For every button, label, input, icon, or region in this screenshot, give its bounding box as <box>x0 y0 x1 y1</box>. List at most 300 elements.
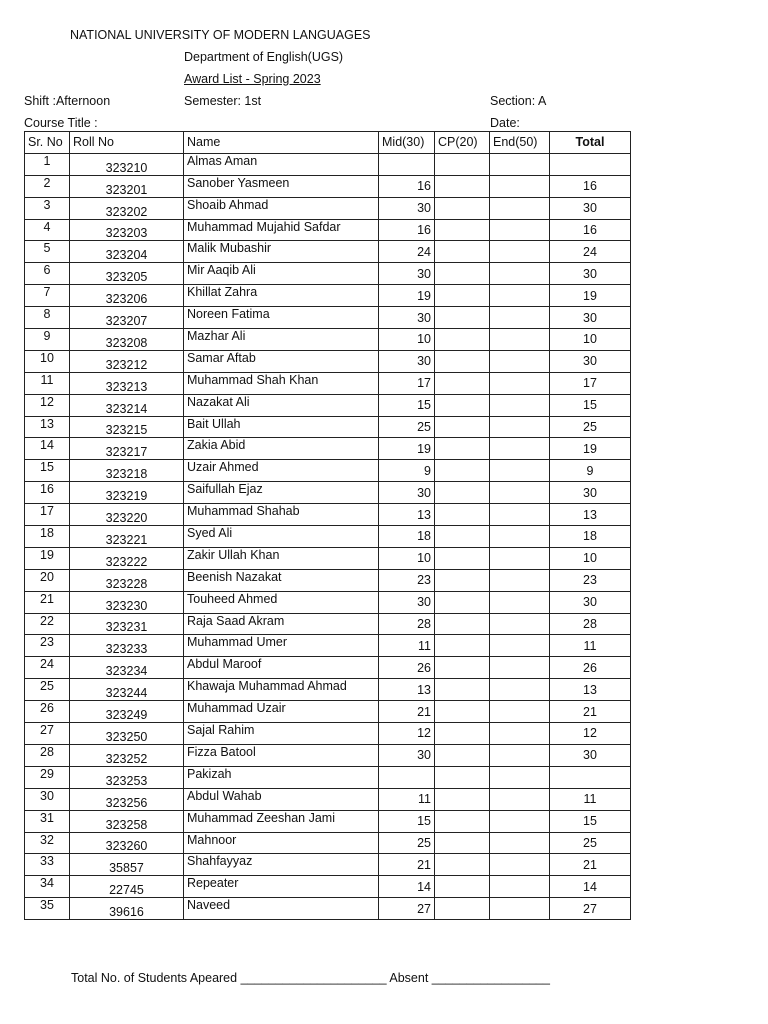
cell-name: Khillat Zahra <box>184 285 379 307</box>
table-row <box>25 372 631 394</box>
cell-name: Muhammad Zeeshan Jami <box>184 810 379 832</box>
cell-total: 30 <box>550 350 631 372</box>
cell-name: Fizza Batool <box>184 744 379 766</box>
table-row <box>25 263 631 285</box>
cell-sr-no: 4 <box>25 219 70 241</box>
table-row <box>25 504 631 526</box>
cell-name: Muhammad Mujahid Safdar <box>184 219 379 241</box>
cell-roll-no: 323256 <box>70 788 184 810</box>
cell-cp <box>435 329 490 351</box>
cell-name: Pakizah <box>184 766 379 788</box>
cell-mid: 30 <box>379 591 435 613</box>
absent-blank: _________________ <box>431 971 550 985</box>
cell-mid: 24 <box>379 241 435 263</box>
cell-name: Repeater <box>184 876 379 898</box>
cell-mid <box>379 766 435 788</box>
cell-roll-no: 323210 <box>70 153 184 175</box>
cell-roll-no: 323206 <box>70 285 184 307</box>
cell-mid: 30 <box>379 263 435 285</box>
cell-sr-no: 23 <box>25 635 70 657</box>
cell-end <box>490 175 550 197</box>
cell-total: 30 <box>550 263 631 285</box>
cell-end <box>490 329 550 351</box>
cell-name: Shoaib Ahmad <box>184 197 379 219</box>
cell-end <box>490 854 550 876</box>
cell-end <box>490 810 550 832</box>
cell-mid: 21 <box>379 854 435 876</box>
table-row <box>25 438 631 460</box>
cell-cp <box>435 219 490 241</box>
cell-mid: 16 <box>379 219 435 241</box>
cell-roll-no: 323204 <box>70 241 184 263</box>
cell-end <box>490 591 550 613</box>
column-header-sr-no: Sr. No <box>25 132 70 154</box>
cell-name: Sajal Rahim <box>184 723 379 745</box>
cell-end <box>490 372 550 394</box>
column-header-end: End(50) <box>490 132 550 154</box>
cell-roll-no: 323214 <box>70 394 184 416</box>
cell-name: Uzair Ahmed <box>184 460 379 482</box>
table-row <box>25 219 631 241</box>
table-row <box>25 285 631 307</box>
column-header-name: Name <box>184 132 379 154</box>
cell-roll-no: 39616 <box>70 898 184 920</box>
cell-end <box>490 307 550 329</box>
cell-total: 18 <box>550 526 631 548</box>
cell-mid: 26 <box>379 657 435 679</box>
cell-total: 28 <box>550 613 631 635</box>
cell-end <box>490 744 550 766</box>
cell-end <box>490 635 550 657</box>
cell-mid: 10 <box>379 547 435 569</box>
cell-mid: 21 <box>379 701 435 723</box>
cell-name: Muhammad Shahab <box>184 504 379 526</box>
cell-roll-no: 323219 <box>70 482 184 504</box>
cell-sr-no: 19 <box>25 547 70 569</box>
table-row <box>25 788 631 810</box>
table-row <box>25 416 631 438</box>
cell-name: Nazakat Ali <box>184 394 379 416</box>
cell-sr-no: 16 <box>25 482 70 504</box>
cell-sr-no: 26 <box>25 701 70 723</box>
cell-end <box>490 285 550 307</box>
cell-end <box>490 766 550 788</box>
cell-end <box>490 657 550 679</box>
cell-mid: 30 <box>379 197 435 219</box>
table-row <box>25 307 631 329</box>
table-row <box>25 350 631 372</box>
cell-name: Muhammad Shah Khan <box>184 372 379 394</box>
table-row <box>25 482 631 504</box>
cell-total: 15 <box>550 394 631 416</box>
cell-name: Sanober Yasmeen <box>184 175 379 197</box>
cell-cp <box>435 263 490 285</box>
cell-sr-no: 3 <box>25 197 70 219</box>
course-title-label: Course Title : <box>24 116 98 130</box>
cell-name: Naveed <box>184 898 379 920</box>
cell-total: 25 <box>550 832 631 854</box>
cell-total: 21 <box>550 854 631 876</box>
cell-total: 11 <box>550 635 631 657</box>
cell-sr-no: 1 <box>25 153 70 175</box>
cell-sr-no: 25 <box>25 679 70 701</box>
cell-sr-no: 12 <box>25 394 70 416</box>
cell-end <box>490 438 550 460</box>
cell-end <box>490 788 550 810</box>
cell-total: 30 <box>550 482 631 504</box>
table-row <box>25 613 631 635</box>
cell-mid: 9 <box>379 460 435 482</box>
cell-end <box>490 679 550 701</box>
cell-mid: 30 <box>379 350 435 372</box>
cell-total: 21 <box>550 701 631 723</box>
cell-end <box>490 876 550 898</box>
cell-end <box>490 832 550 854</box>
cell-name: Almas Aman <box>184 153 379 175</box>
cell-end <box>490 263 550 285</box>
cell-total: 12 <box>550 723 631 745</box>
cell-end <box>490 482 550 504</box>
table-row <box>25 679 631 701</box>
cell-end <box>490 898 550 920</box>
cell-mid: 15 <box>379 394 435 416</box>
table-row <box>25 329 631 351</box>
cell-roll-no: 323222 <box>70 547 184 569</box>
cell-name: Muhammad Umer <box>184 635 379 657</box>
cell-mid: 18 <box>379 526 435 548</box>
cell-sr-no: 8 <box>25 307 70 329</box>
cell-roll-no: 323218 <box>70 460 184 482</box>
cell-end <box>490 416 550 438</box>
appeared-label: Total No. of Students Apeared <box>71 971 238 985</box>
cell-cp <box>435 416 490 438</box>
cell-end <box>490 394 550 416</box>
cell-roll-no: 323212 <box>70 350 184 372</box>
cell-mid: 17 <box>379 372 435 394</box>
table-row <box>25 569 631 591</box>
cell-name: Noreen Fatima <box>184 307 379 329</box>
cell-name: Saifullah Ejaz <box>184 482 379 504</box>
cell-mid: 30 <box>379 744 435 766</box>
cell-sr-no: 2 <box>25 175 70 197</box>
cell-name: Mahnoor <box>184 832 379 854</box>
cell-total: 11 <box>550 788 631 810</box>
table-header-row <box>25 132 631 154</box>
cell-roll-no: 323202 <box>70 197 184 219</box>
cell-total: 26 <box>550 657 631 679</box>
cell-cp <box>435 635 490 657</box>
cell-sr-no: 6 <box>25 263 70 285</box>
cell-cp <box>435 175 490 197</box>
cell-sr-no: 24 <box>25 657 70 679</box>
cell-sr-no: 30 <box>25 788 70 810</box>
cell-cp <box>435 657 490 679</box>
table-row <box>25 635 631 657</box>
cell-sr-no: 20 <box>25 569 70 591</box>
cell-roll-no: 323260 <box>70 832 184 854</box>
cell-sr-no: 21 <box>25 591 70 613</box>
cell-total: 30 <box>550 197 631 219</box>
cell-end <box>490 613 550 635</box>
cell-sr-no: 10 <box>25 350 70 372</box>
award-table-body <box>25 153 631 919</box>
cell-mid: 10 <box>379 329 435 351</box>
cell-roll-no: 323220 <box>70 504 184 526</box>
table-row <box>25 766 631 788</box>
section-label: Section: A <box>490 94 547 108</box>
department-name: Department of English(UGS) <box>184 50 344 64</box>
cell-cp <box>435 613 490 635</box>
cell-total: 14 <box>550 876 631 898</box>
cell-name: Abdul Wahab <box>184 788 379 810</box>
table-row <box>25 175 631 197</box>
cell-end <box>490 723 550 745</box>
cell-cp <box>435 832 490 854</box>
cell-end <box>490 701 550 723</box>
cell-total: 23 <box>550 569 631 591</box>
cell-roll-no: 323207 <box>70 307 184 329</box>
cell-roll-no: 323230 <box>70 591 184 613</box>
cell-sr-no: 34 <box>25 876 70 898</box>
cell-roll-no: 323250 <box>70 723 184 745</box>
cell-total: 16 <box>550 175 631 197</box>
cell-total: 10 <box>550 329 631 351</box>
cell-roll-no: 323252 <box>70 744 184 766</box>
cell-sr-no: 28 <box>25 744 70 766</box>
cell-sr-no: 33 <box>25 854 70 876</box>
appeared-blank: _____________________ <box>240 971 387 985</box>
table-row <box>25 723 631 745</box>
cell-sr-no: 9 <box>25 329 70 351</box>
table-row <box>25 394 631 416</box>
cell-roll-no: 323213 <box>70 372 184 394</box>
cell-name: Khawaja Muhammad Ahmad <box>184 679 379 701</box>
cell-sr-no: 7 <box>25 285 70 307</box>
cell-total: 17 <box>550 372 631 394</box>
cell-cp <box>435 766 490 788</box>
table-row <box>25 898 631 920</box>
cell-name: Mir Aaqib Ali <box>184 263 379 285</box>
cell-cp <box>435 854 490 876</box>
cell-roll-no: 323203 <box>70 219 184 241</box>
cell-roll-no: 323221 <box>70 526 184 548</box>
cell-total: 9 <box>550 460 631 482</box>
cell-sr-no: 18 <box>25 526 70 548</box>
cell-total: 25 <box>550 416 631 438</box>
cell-cp <box>435 876 490 898</box>
cell-total: 19 <box>550 438 631 460</box>
cell-roll-no: 323234 <box>70 657 184 679</box>
cell-name: Zakir Ullah Khan <box>184 547 379 569</box>
cell-sr-no: 27 <box>25 723 70 745</box>
semester-label: Semester: 1st <box>184 94 262 108</box>
column-header-cp: CP(20) <box>435 132 490 154</box>
cell-cp <box>435 438 490 460</box>
cell-roll-no: 323201 <box>70 175 184 197</box>
cell-roll-no: 323215 <box>70 416 184 438</box>
table-row <box>25 876 631 898</box>
cell-mid: 30 <box>379 307 435 329</box>
cell-name: Shahfayyaz <box>184 854 379 876</box>
cell-name: Syed Ali <box>184 526 379 548</box>
cell-cp <box>435 810 490 832</box>
cell-mid: 11 <box>379 788 435 810</box>
cell-total <box>550 153 631 175</box>
cell-mid: 25 <box>379 416 435 438</box>
table-row <box>25 197 631 219</box>
cell-cp <box>435 153 490 175</box>
cell-roll-no: 323249 <box>70 701 184 723</box>
cell-mid: 15 <box>379 810 435 832</box>
cell-end <box>490 197 550 219</box>
cell-cp <box>435 547 490 569</box>
cell-end <box>490 526 550 548</box>
cell-cp <box>435 350 490 372</box>
cell-total: 16 <box>550 219 631 241</box>
table-row <box>25 854 631 876</box>
cell-mid: 14 <box>379 876 435 898</box>
cell-mid: 28 <box>379 613 435 635</box>
cell-roll-no: 323228 <box>70 569 184 591</box>
cell-mid: 16 <box>379 175 435 197</box>
cell-cp <box>435 285 490 307</box>
cell-roll-no: 323233 <box>70 635 184 657</box>
table-row <box>25 657 631 679</box>
cell-sr-no: 29 <box>25 766 70 788</box>
cell-end <box>490 153 550 175</box>
cell-sr-no: 22 <box>25 613 70 635</box>
cell-cp <box>435 241 490 263</box>
cell-roll-no: 323217 <box>70 438 184 460</box>
cell-total: 13 <box>550 679 631 701</box>
cell-mid: 13 <box>379 504 435 526</box>
cell-cp <box>435 569 490 591</box>
cell-mid: 19 <box>379 285 435 307</box>
cell-mid: 19 <box>379 438 435 460</box>
cell-roll-no: 323244 <box>70 679 184 701</box>
cell-sr-no: 5 <box>25 241 70 263</box>
table-row <box>25 153 631 175</box>
cell-mid: 11 <box>379 635 435 657</box>
table-row <box>25 832 631 854</box>
cell-sr-no: 11 <box>25 372 70 394</box>
cell-mid: 23 <box>379 569 435 591</box>
cell-roll-no: 22745 <box>70 876 184 898</box>
cell-cp <box>435 372 490 394</box>
cell-total: 13 <box>550 504 631 526</box>
cell-mid <box>379 153 435 175</box>
cell-roll-no: 35857 <box>70 854 184 876</box>
cell-sr-no: 32 <box>25 832 70 854</box>
cell-cp <box>435 504 490 526</box>
absent-label: Absent <box>389 971 429 985</box>
cell-end <box>490 547 550 569</box>
cell-cp <box>435 723 490 745</box>
cell-sr-no: 31 <box>25 810 70 832</box>
cell-cp <box>435 701 490 723</box>
cell-roll-no: 323208 <box>70 329 184 351</box>
date-label: Date: <box>490 116 520 130</box>
cell-total: 30 <box>550 591 631 613</box>
cell-end <box>490 460 550 482</box>
table-row <box>25 701 631 723</box>
cell-cp <box>435 460 490 482</box>
table-row <box>25 810 631 832</box>
award-list-title: Award List - Spring 2023 <box>184 72 321 86</box>
cell-mid: 30 <box>379 482 435 504</box>
university-title: NATIONAL UNIVERSITY OF MODERN LANGUAGES <box>70 28 371 42</box>
cell-cp <box>435 898 490 920</box>
cell-sr-no: 13 <box>25 416 70 438</box>
table-row <box>25 591 631 613</box>
cell-roll-no: 323258 <box>70 810 184 832</box>
cell-name: Samar Aftab <box>184 350 379 372</box>
cell-end <box>490 569 550 591</box>
column-header-mid: Mid(30) <box>379 132 435 154</box>
cell-name: Raja Saad Akram <box>184 613 379 635</box>
column-header-total: Total <box>550 132 631 154</box>
shift-label: Shift :Afternoon <box>24 94 111 108</box>
table-row <box>25 547 631 569</box>
footer-summary <box>71 971 550 985</box>
table-row <box>25 526 631 548</box>
cell-roll-no: 323205 <box>70 263 184 285</box>
cell-end <box>490 504 550 526</box>
cell-roll-no: 323253 <box>70 766 184 788</box>
award-table <box>24 131 631 920</box>
cell-mid: 25 <box>379 832 435 854</box>
cell-name: Zakia Abid <box>184 438 379 460</box>
cell-cp <box>435 591 490 613</box>
cell-cp <box>435 679 490 701</box>
cell-cp <box>435 526 490 548</box>
cell-name: Muhammad Uzair <box>184 701 379 723</box>
cell-mid: 13 <box>379 679 435 701</box>
cell-roll-no: 323231 <box>70 613 184 635</box>
cell-total: 15 <box>550 810 631 832</box>
cell-cp <box>435 307 490 329</box>
cell-cp <box>435 482 490 504</box>
cell-total: 30 <box>550 307 631 329</box>
cell-total: 27 <box>550 898 631 920</box>
cell-name: Mazhar Ali <box>184 329 379 351</box>
cell-sr-no: 35 <box>25 898 70 920</box>
cell-cp <box>435 744 490 766</box>
cell-end <box>490 219 550 241</box>
cell-name: Malik Mubashir <box>184 241 379 263</box>
cell-sr-no: 15 <box>25 460 70 482</box>
cell-total: 24 <box>550 241 631 263</box>
cell-name: Bait Ullah <box>184 416 379 438</box>
table-row <box>25 241 631 263</box>
cell-name: Abdul Maroof <box>184 657 379 679</box>
cell-cp <box>435 394 490 416</box>
cell-mid: 12 <box>379 723 435 745</box>
table-row <box>25 460 631 482</box>
cell-sr-no: 14 <box>25 438 70 460</box>
table-row <box>25 744 631 766</box>
cell-total: 19 <box>550 285 631 307</box>
cell-name: Beenish Nazakat <box>184 569 379 591</box>
cell-total: 30 <box>550 744 631 766</box>
cell-name: Touheed Ahmed <box>184 591 379 613</box>
cell-cp <box>435 788 490 810</box>
cell-cp <box>435 197 490 219</box>
cell-mid: 27 <box>379 898 435 920</box>
cell-end <box>490 350 550 372</box>
cell-total: 10 <box>550 547 631 569</box>
column-header-roll-no: Roll No <box>70 132 184 154</box>
